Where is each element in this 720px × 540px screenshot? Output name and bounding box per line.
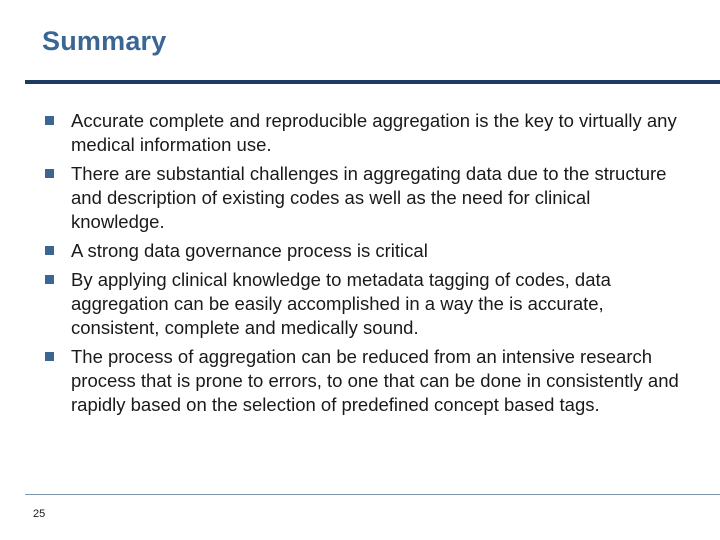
bullet-text: Accurate complete and reproducible aggregation is the key to virtually any medical information use. xyxy=(71,110,677,155)
title-divider xyxy=(25,80,720,84)
bullet-item xyxy=(43,109,683,157)
bullet-item xyxy=(43,239,683,263)
square-bullet-icon xyxy=(45,275,54,284)
bullet-list xyxy=(43,109,683,422)
square-bullet-icon xyxy=(45,169,54,178)
slide-title: Summary xyxy=(42,26,167,56)
square-bullet-icon xyxy=(45,116,54,125)
bullet-text: By applying clinical knowledge to metadata tagging of codes, data aggregation can be easily accomplished in a way the is accurate, consistent, complete and medically sound. xyxy=(71,269,611,338)
bullet-item xyxy=(43,268,683,340)
bullet-item xyxy=(43,162,683,234)
footer-divider xyxy=(25,494,720,495)
bullet-item xyxy=(43,345,683,417)
bullet-text: The process of aggregation can be reduced from an intensive research process that is prone to errors, to one that can be done in consistently and rapidly based on the selection of predefined concept based tags. xyxy=(71,346,679,415)
square-bullet-icon xyxy=(45,246,54,255)
page-number: 25 xyxy=(33,508,46,520)
square-bullet-icon xyxy=(45,352,54,361)
bullet-text: A strong data governance process is critical xyxy=(71,240,428,261)
bullet-text: There are substantial challenges in aggregating data due to the structure and description of existing codes as well as the need for clinical knowledge. xyxy=(71,163,667,232)
